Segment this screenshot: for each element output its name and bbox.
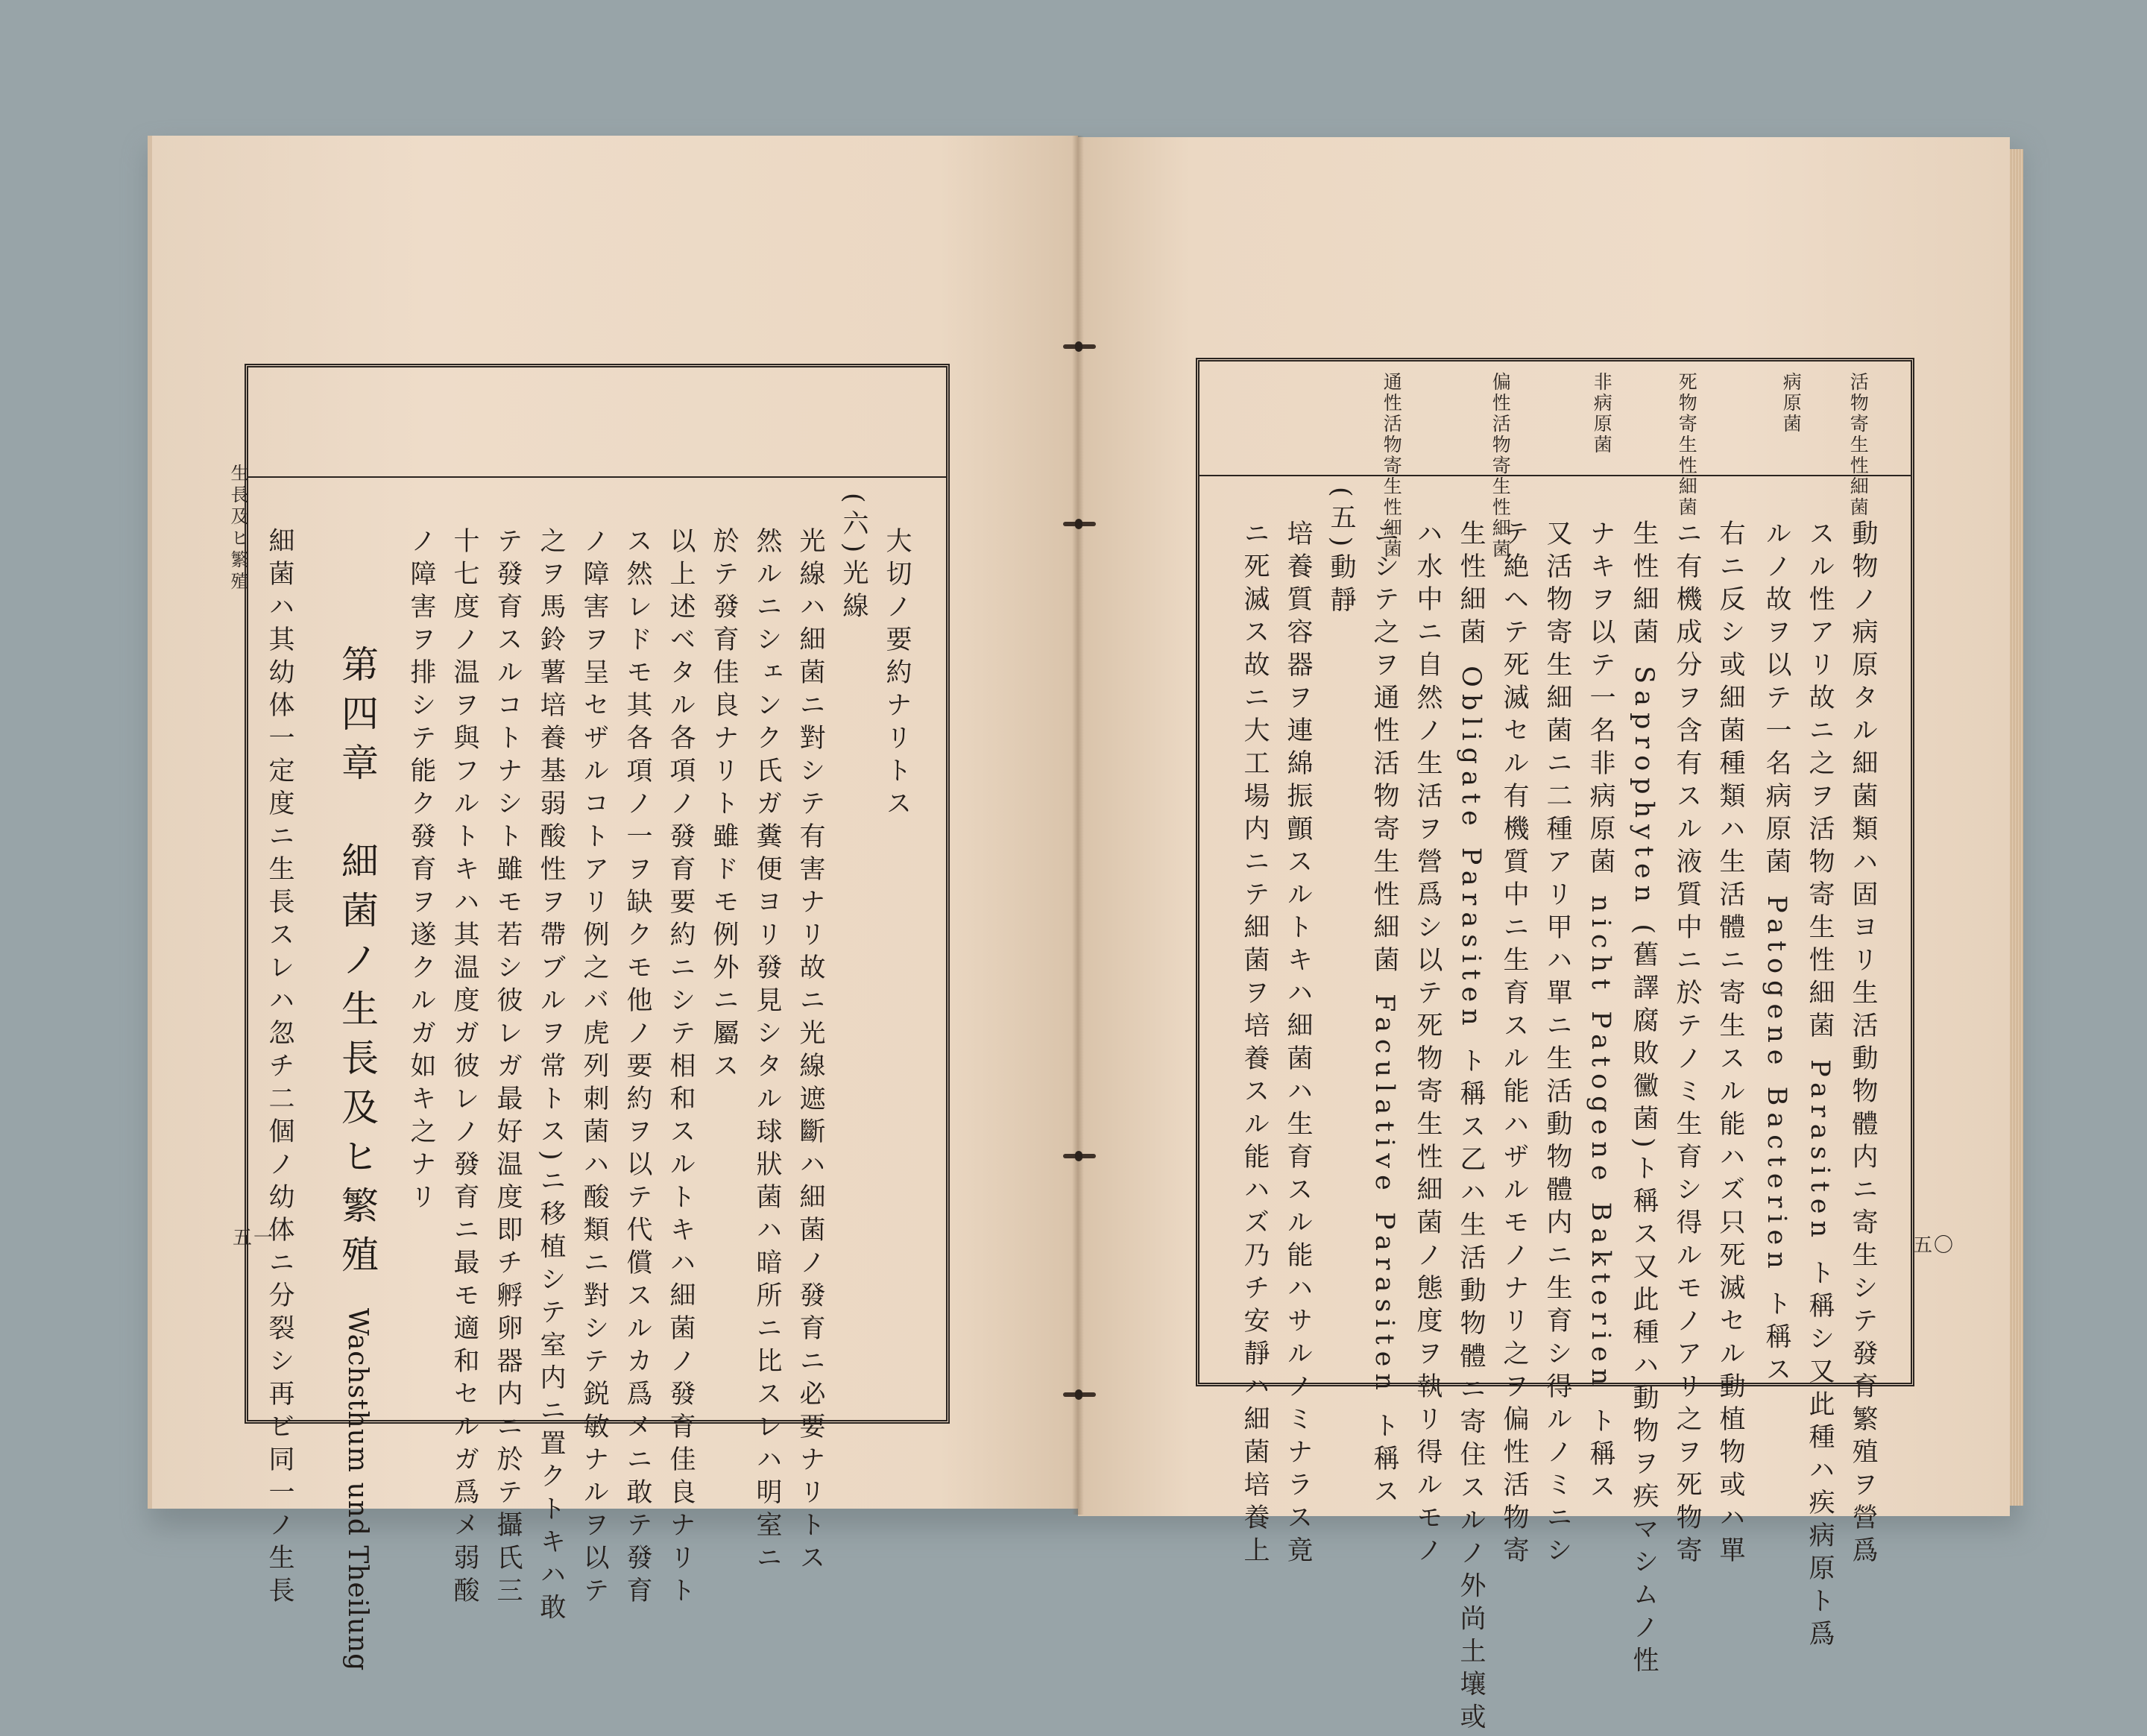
running-head: 生長及ヒ繁殖 xyxy=(227,464,248,593)
body-column: ニ死滅ス故ニ大工場内ニテ細菌ヲ培養スル能ハズ乃チ安靜ハ細菌培養上 xyxy=(1240,520,1270,1569)
body-column: スル性アリ故ニ之ヲ活物寄生性細菌 Parasiten ト稱シ又此種ハ疾病原ト爲 xyxy=(1805,520,1835,1653)
body-column: 十七度ノ温ヲ與フルトキハ其温度ガ彼レノ發育ニ最モ適和セルガ爲メ弱酸 xyxy=(450,527,479,1609)
headnote: 病原菌 xyxy=(1780,372,1803,435)
headnote-rule xyxy=(1199,475,1911,476)
binding-stitch xyxy=(1063,1154,1096,1158)
right-folio: 五〇 xyxy=(1913,1234,1955,1257)
body-column: 生性細菌 Obligate Parasiten ト稱ス乙ハ生活動物體ニ寄住スルノ外尚土壤或 xyxy=(1456,520,1486,1736)
binding-stitch xyxy=(1063,344,1096,349)
page-edges xyxy=(2010,149,2023,1506)
body-column: ノ障害ヲ排シテ能ク發育ヲ遂クルガ如キ之ナリ xyxy=(406,527,436,1216)
body-column: ス然レドモ其各項ノ一ヲ缺クモ他ノ要約ヲ以テ代償スルカ爲メニ敢テ發育 xyxy=(622,527,652,1609)
body-column: 右ニ反シ或細菌種類ハ生活體ニ寄生スル能ハズ只死滅セル動植物或ハ單 xyxy=(1715,520,1745,1569)
body-column: ニシテ之ヲ通性活物寄生性細菌 Faculative Parasiten ト稱ス xyxy=(1369,520,1399,1511)
chapter-title xyxy=(330,645,384,1671)
body-column: テ發育スルコトナシト雖モ若シ彼レガ最好温度即チ孵卵器内ニ於テ攝氏三 xyxy=(493,527,523,1609)
headnote: 死物寄生性細菌 xyxy=(1676,372,1698,518)
binding-stitch xyxy=(1063,522,1096,526)
body-column: 又活物寄生細菌ニ二種アリ甲ハ單ニ生活動物體内ニ生育シ得ルノミニシ xyxy=(1542,520,1572,1569)
headnote: 通性活物寄生性細菌 xyxy=(1381,372,1403,560)
body-column: 然ルニシェンク氏ガ糞便ヨリ發見シタル球狀菌ハ暗所ニ比スレハ明室ニ xyxy=(752,527,782,1576)
left-page-frame xyxy=(245,364,950,1672)
body-column: ナキヲ以テ一名非病原菌 nicht Patogene Bakterien ト稱ス xyxy=(1586,520,1615,1506)
chapter-latin: Wachsthum und Theilung xyxy=(342,1307,373,1672)
body-column: 培養質容器ヲ連綿振顫スルトキハ細菌ハ生育スル能ハサルノミナラス竟 xyxy=(1283,520,1313,1569)
body-column: 動物ノ病原タル細菌類ハ固ヨリ生活動物體内ニ寄生シテ發育繁殖ヲ營爲 xyxy=(1848,520,1878,1569)
headnote: 非病原菌 xyxy=(1591,372,1613,455)
headnote: 活物寄生性細菌 xyxy=(1847,372,1870,518)
headnote-rule xyxy=(248,476,946,478)
body-column: ノ障害ヲ呈セザルコトアリ例之バ虎列刺菌ハ酸類ニ對シテ鋭敏ナルヲ以テ xyxy=(579,527,609,1609)
body-column: 生性細菌 Saprophyten (舊譯腐敗黴菌)ト稱ス又此種ハ動物ヲ疾マシムノ性 xyxy=(1629,520,1659,1679)
body-column: 細菌ハ其幼体一定度ニ生長スレハ忽チ二個ノ幼体ニ分裂シ再ビ同一ノ生長 xyxy=(265,527,294,1609)
chapter-title-text: 第四章 細菌ノ生長及ヒ繁殖 xyxy=(335,645,379,1284)
body-column: ニ有機成分ヲ含有スル液質中ニ於テノミ生育シ得ルモノアリ之ヲ死物寄 xyxy=(1672,520,1702,1569)
binding-stitch xyxy=(1063,1392,1096,1397)
body-column: 光線ハ細菌ニ對シテ有害ナリ故ニ光線遮斷ハ細菌ノ發育ニ必要ナリトス xyxy=(795,527,825,1576)
body-column: 之ヲ馬鈴薯培養基弱酸性ヲ帶ブルヲ常トス)ニ移植シテ室内ニ置クトキハ敢 xyxy=(536,527,566,1626)
headnote: 偏性活物寄生性細菌 xyxy=(1489,372,1512,560)
section-heading: (六)光線 xyxy=(839,493,868,625)
body-column: ハ水中ニ自然ノ生活ヲ營爲シ以テ死物寄生性細菌ノ態度ヲ執リ得ルモノ xyxy=(1413,520,1443,1569)
body-column: 以上述ベタル各項ノ發育要約ニシテ相和スルトキハ細菌ノ發育佳良ナリト xyxy=(666,527,696,1609)
body-column: テ絶ヘテ死滅セル有機質中ニ生育スル能ハザルモノナリ之ヲ偏性活物寄 xyxy=(1499,520,1529,1569)
right-page-frame xyxy=(1196,358,1914,1736)
body-column: 大切ノ要約ナリトス xyxy=(882,527,912,822)
body-column: 於テ發育佳良ナリト雖ドモ例外ニ屬ス xyxy=(709,527,739,1085)
left-folio: 五一 xyxy=(233,1227,275,1249)
body-column: ルノ故ヲ以テ一名病原菌 Patogene Bacterien ト稱ス xyxy=(1762,520,1791,1389)
section-heading: (五)動靜 xyxy=(1326,487,1356,619)
